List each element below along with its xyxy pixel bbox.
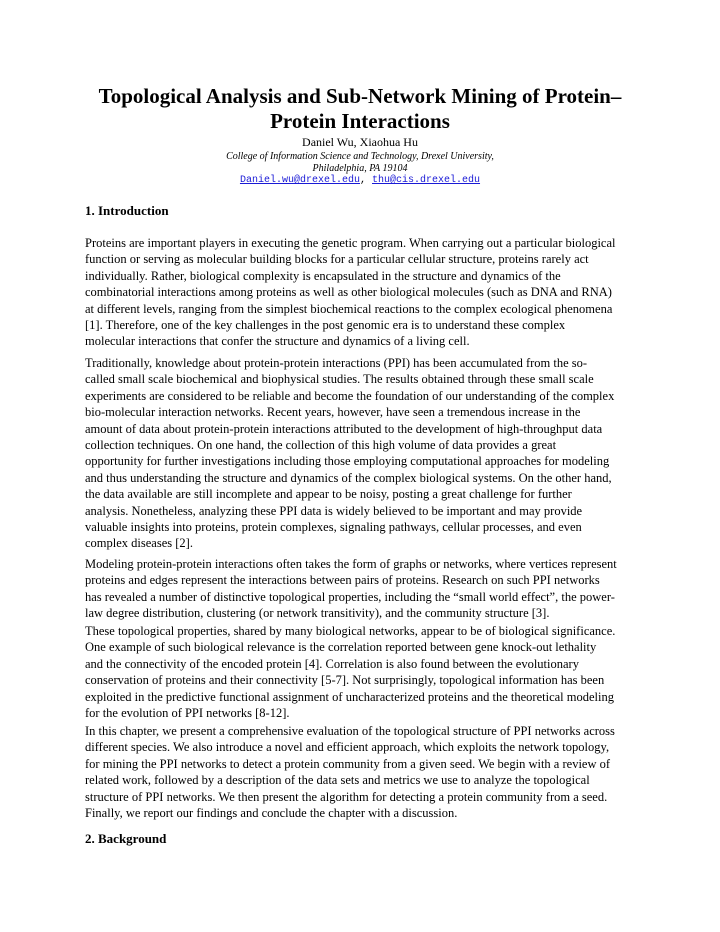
paragraph-line: Proteins are important players in executing the genetic program. When carrying out a particular biological	[85, 236, 616, 250]
paragraph	[85, 556, 645, 622]
paragraph-line: analysis. Nonetheless, analyzing these PPI data is widely believed to be important and may provide	[85, 503, 583, 518]
author-list: Daniel Wu, Xiaohua Hu	[302, 135, 418, 149]
paragraph-line: bio-molecular interaction networks. Recent years, however, have seen a tremendous increase in the	[85, 405, 581, 420]
paragraph-line: and thus understanding the structure and dynamics of the complex biological systems. On the other hand,	[85, 470, 612, 485]
title-line: Topological Analysis and Sub-Network Mining of Protein–	[98, 84, 622, 108]
email-link[interactable]: Daniel.wu@drexel.edu	[239, 175, 360, 186]
email-separator: ,	[359, 175, 372, 186]
paragraph-line: opportunity for further investigations including those employing computational approaches for modeling	[85, 454, 610, 469]
affiliation	[60, 151, 660, 175]
paragraph-line: related work, followed by a description of the data sets and metrics we use to analyze the topological	[85, 773, 590, 788]
paragraph-line: different species. We also introduce a novel and efficient approach, which exploits the network topology,	[85, 740, 610, 755]
paragraph-line: [1]. Therefore, one of the key challenges in the post genomic era is to understand these complex	[85, 318, 566, 333]
paragraph-line: Finally, we report our findings and conclude the chapter with a discussion.	[85, 806, 458, 821]
paragraph-line: at different levels, ranging from the simplest biochemical reactions to the complex ecological phenomena	[85, 301, 613, 316]
author-emails	[60, 175, 660, 187]
paragraph-line: for mining the PPI networks to detect a protein community from a given seed. We begin with a review of	[85, 756, 611, 771]
title-line: Protein Interactions	[270, 109, 450, 133]
paragraph-line: amount of data about protein-protein interactions attributed to the development of high-throughput data	[85, 421, 603, 436]
paragraph-line: combinatorial interactions among proteins as well as other biological molecules (such as DNA and RNA)	[85, 285, 612, 300]
paragraph-line: One example of such biological relevance is the correlation reported between gene knock-out lethality	[85, 640, 597, 655]
paragraph-line: conservation of proteins and their connectivity [5-7]. Not surprisingly, topological information has been	[85, 673, 605, 688]
paragraph-line: exploited in the predictive functional assignment of uncharacterized proteins and the theoretical modeling	[85, 689, 614, 704]
paragraph-line: and the connectivity of the encoded protein [4]. Correlation is also found between the evolutionary	[85, 656, 579, 671]
section-heading-introduction: 1. Introduction	[85, 203, 169, 218]
paragraph-line: valuable insights into proteins, protein complexes, signaling pathways, cellular processes, and even	[85, 520, 582, 535]
paragraph-line: In this chapter, we present a comprehensive evaluation of the topological structure of PPI networks across	[85, 724, 615, 738]
paragraph-line: individually. Rather, biological complexity is encapsulated in the structure and dynamics of the	[85, 268, 561, 283]
paragraph-line: molecular interactions that confer the structure and dynamics of a living cell.	[85, 334, 470, 349]
paragraph-line: Traditionally, knowledge about protein-protein interactions (PPI) has been accumulated from the so-	[85, 356, 588, 370]
affiliation-line: Philadelphia, PA 19104	[312, 163, 408, 174]
paragraph-line: These topological properties, shared by many biological networks, appear to be of biological significance.	[85, 624, 616, 638]
paragraph-line: function or serving as molecular building blocks for a particular cellular structure, proteins rarely act	[85, 252, 589, 267]
paragraph-line: has revealed a number of distinctive topological properties, including the “small world effect”, the power-	[85, 589, 615, 604]
section-heading-background: 2. Background	[85, 831, 167, 846]
paragraph-line: proteins and edges represent the interactions between pairs of proteins. Research on such PPI networks	[85, 573, 600, 588]
paragraph	[85, 623, 645, 721]
paragraph-line: called small scale biochemical and biophysical studies. The results obtained through these small scale	[85, 372, 594, 387]
paragraph-line: Modeling protein-protein interactions often takes the form of graphs or networks, where vertices represent	[85, 557, 617, 571]
email-link[interactable]: thu@cis.drexel.edu	[372, 175, 481, 186]
paragraph	[85, 723, 645, 821]
paper-title	[60, 84, 660, 134]
paragraph	[85, 235, 645, 350]
paragraph	[85, 355, 645, 552]
paragraph-line: collection techniques. On one hand, the collection of this high volume of data provides a great	[85, 438, 557, 453]
paragraph-line: law degree distribution, clustering (or network transitivity), and the community structure [3].	[85, 606, 550, 621]
paragraph-line: experiments are considered to be reliable and become the foundation of our understanding of the complex	[85, 388, 615, 403]
affiliation-line: College of Information Science and Technology, Drexel University,	[226, 151, 494, 162]
paragraph-line: structure of PPI networks. We then present the algorithm for detecting a protein community from a seed.	[85, 789, 608, 804]
paragraph-line: the data available are still incomplete and appear to be noisy, posting a great challenge for further	[85, 487, 572, 502]
paragraph-line: for the evolution of PPI networks [8-12].	[85, 706, 290, 721]
paragraph-line: complex diseases [2].	[85, 536, 193, 551]
